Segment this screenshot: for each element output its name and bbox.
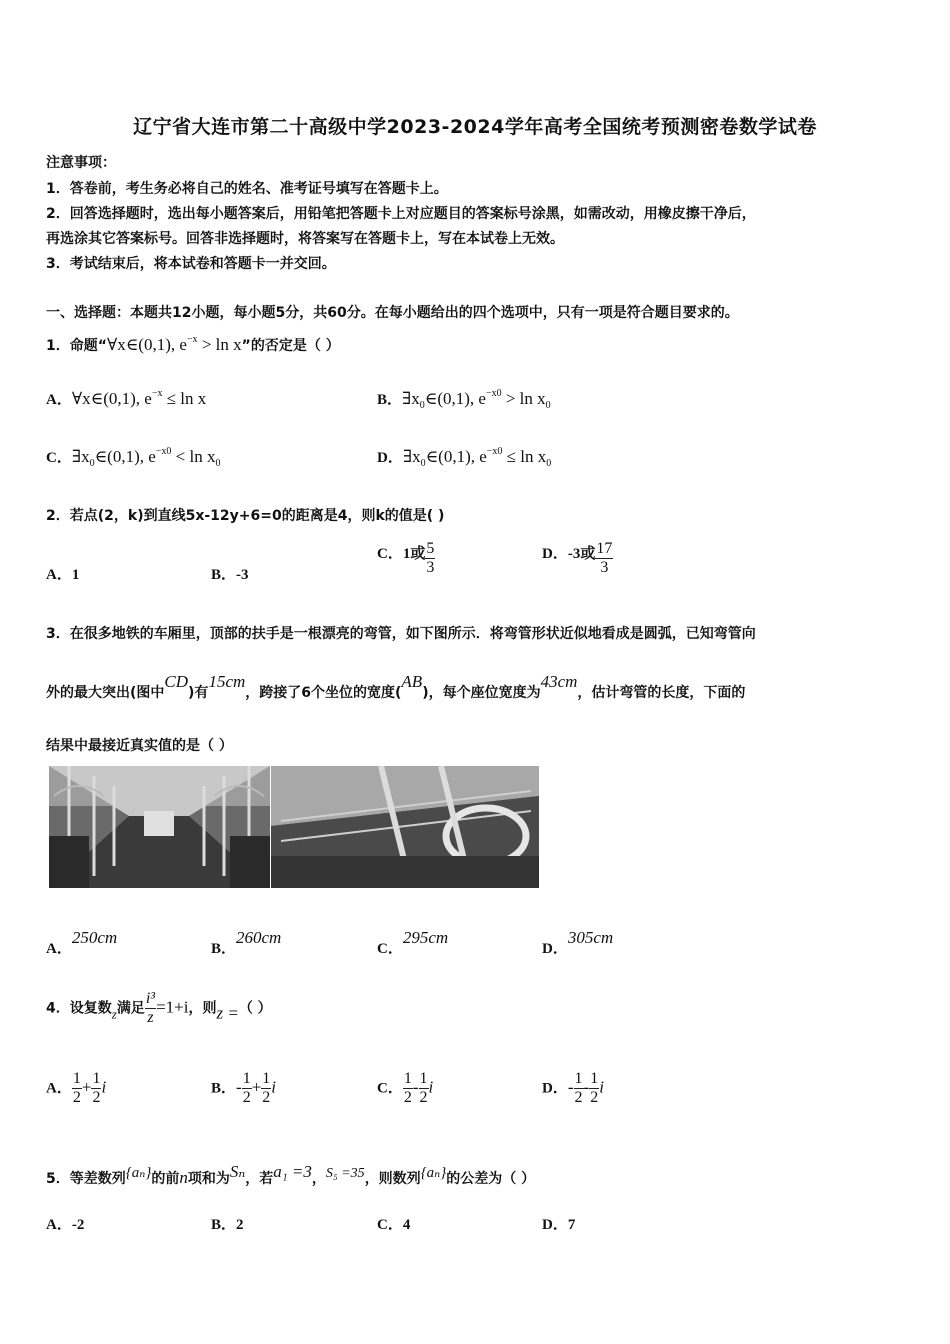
page-title: 辽宁省大连市第二十高级中学2023-2024学年高考全国统考预测密卷数学试卷 [133, 116, 817, 138]
subway-handrail-photo-right [271, 766, 539, 888]
q1-expression: ∀x∈(0,1), $e^{-x} > \ln x$ [106, 334, 242, 354]
notice-item: 1．答卷前，考生务必将自己的姓名、准考证号填写在答题卡上。 [46, 181, 448, 197]
question-2-stem: 2．若点(2，k)到直线5x-12y+6=0的距离是4，则k的值是( ) [46, 508, 445, 524]
question-3-stem-line1: 3．在很多地铁的车厢里，顶部的扶手是一根漂亮的弯管，如下图所示．将弯管形状近似地看成是圆弧，已知弯管向 [46, 626, 756, 642]
question-3-stem-line3: 结果中最接近真实值的是（ ） [46, 738, 233, 754]
q2-option-d[interactable]: D．-3或 $\frac{17}{3}$ [542, 540, 613, 576]
q2-option-b[interactable]: B．-3 [211, 567, 249, 583]
q3-option-a[interactable]: A．250cm [46, 928, 118, 957]
section-heading: 一、选择题：本题共12小题，每小题5分，共60分。在每小题给出的四个选项中，只有一项是符合题目要求的。 [46, 305, 739, 321]
q5-option-a[interactable]: A．-2 [46, 1217, 85, 1233]
q1-option-b[interactable]: B．$\exists x_0\in(0,1)$, $e^{-x0} > \ln x_0$ [377, 388, 551, 411]
question-4-stem: 4．设复数z满足 $\frac{\text{i³}}{z}$ =1+i，则z =（ ） [46, 990, 272, 1026]
notice-item: 再选涂其它答案标号。回答非选择题时，将答案写在答题卡上，写在本试卷上无效。 [46, 231, 564, 247]
notice-heading: 注意事项： [46, 155, 116, 171]
q3-option-d[interactable]: D．305cm [542, 928, 614, 957]
question-3-stem-line2: 外的最大突出(图中CD)有15cm，跨接了6个坐位的宽度(AB)，每个座位宽度为43cm，估计弯管的长度，下面的 [46, 672, 746, 701]
q4-option-a[interactable]: A． $\frac{1}{2}$ + $\frac{1}{2}$ i [46, 1070, 107, 1106]
q5-option-b[interactable]: B．2 [211, 1217, 244, 1233]
q3-option-b[interactable]: B．260cm [211, 928, 282, 957]
subway-car-photo-left [49, 766, 270, 888]
q1-option-d[interactable]: D．$\exists x_0\in(0,1)$, $e^{-x0} \le \ln x_0$ [377, 446, 552, 469]
q4-option-d[interactable]: D．- $\frac{1}{2}$ - $\frac{1}{2}$ i [542, 1070, 604, 1106]
notice-item: 2．回答选择题时，选出每小题答案后，用铅笔把答题卡上对应题目的答案标号涂黑，如需改动，用橡皮擦干净后， [46, 206, 756, 222]
q2-option-a[interactable]: A．1 [46, 567, 80, 583]
q2-option-c[interactable]: C．1或 $\frac{5}{3}$ [377, 540, 435, 576]
question-1-stem: 1．命题“∀x∈(0,1), $e^{-x} > \ln x$”的否定是（ ） [46, 334, 340, 354]
q4-option-c[interactable]: C． $\frac{1}{2}$ - $\frac{1}{2}$ i [377, 1070, 434, 1106]
notice-item: 3．考试结束后，将本试卷和答题卡一并交回。 [46, 256, 336, 272]
q5-option-d[interactable]: D．7 [542, 1217, 576, 1233]
question-5-stem: 5．等差数列{aₙ}的前n项和为Sₙ，若a₁ =3，S₅ =35，则数列{aₙ}的公差为（ ） [46, 1162, 536, 1187]
q4-option-b[interactable]: B．- $\frac{1}{2}$ + $\frac{1}{2}$ i [211, 1070, 277, 1106]
q1-option-c[interactable]: C．$\exists x_0\in(0,1)$, $e^{-x0} < \ln x_0$ [46, 446, 221, 469]
q5-option-c[interactable]: C．4 [377, 1217, 411, 1233]
q3-option-c[interactable]: C．295cm [377, 928, 449, 957]
q1-option-a[interactable]: A．∀x∈(0,1), $e^{-x} \le \ln x$ [46, 388, 207, 408]
